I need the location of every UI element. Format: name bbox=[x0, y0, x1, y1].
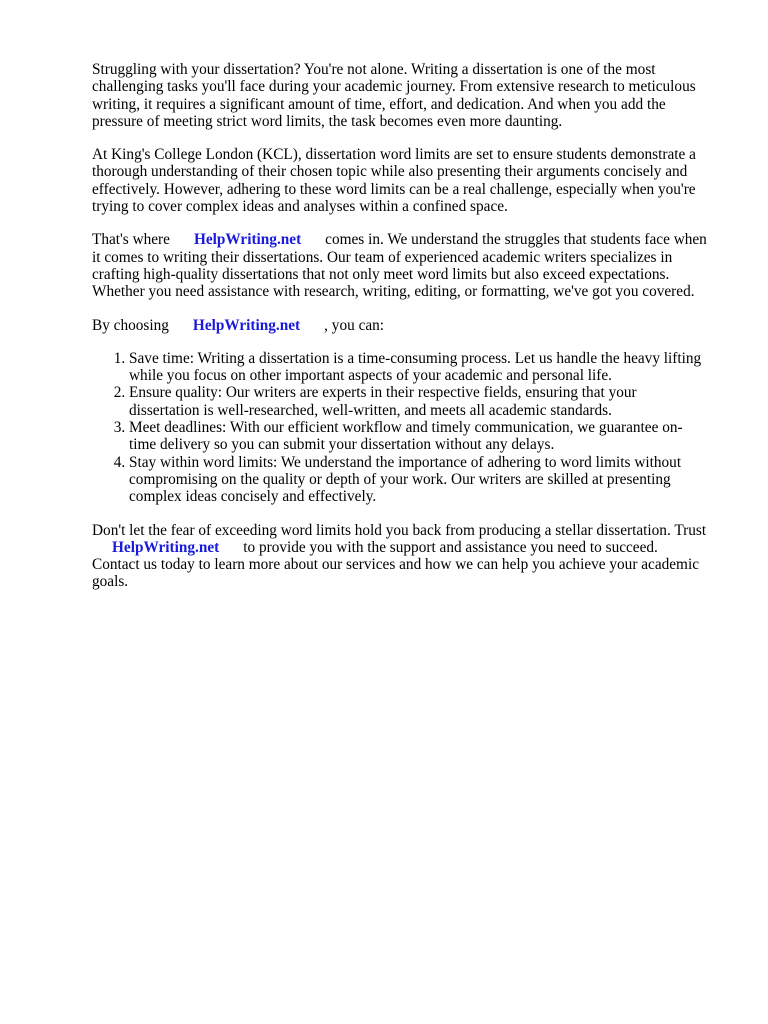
by-choosing-text: By choosing bbox=[92, 316, 169, 334]
benefits-list bbox=[92, 350, 708, 506]
paragraph-kcl: At King's College London (KCL), dissertation word limits are set to ensure students demonstrate a thorough understanding of their chosen topic while also presenting their arguments concisely and effectively. However, adhering to these word limits can be a real challenge, especially when you're trying to cover complex ideas and analyses within a confined space. bbox=[92, 146, 696, 216]
paragraph-thats-where bbox=[92, 231, 708, 300]
closing-rest: to provide you with the support and assistance you need to succeed. Contact us today to learn more about our services and how we can help you achieve your academic goals. bbox=[92, 538, 699, 591]
by-choosing-rest: , you can: bbox=[324, 316, 385, 334]
paragraph-by-choosing bbox=[92, 317, 708, 334]
paragraph-closing bbox=[92, 522, 708, 591]
list-item: 1. Save time: Writing a dissertation is a time-consuming process. Let us handle the heavy lifting while you focus on other important aspects of your academic and personal life. bbox=[129, 350, 708, 385]
list-item: 3. Meet deadlines: With our efficient workflow and timely communication, we guarantee on-time delivery so you can submit your dissertation without any delays. bbox=[129, 419, 708, 454]
helpwriting-link-3[interactable]: HelpWriting.net bbox=[112, 538, 220, 556]
paragraph-intro: Struggling with your dissertation? You're not alone. Writing a dissertation is one of the most challenging tasks you'll face during your academic journey. From extensive research to meticulous writing, it requires a significant amount of time, effort, and dedication. And when you add the pressure of meeting strict word limits, the task becomes even more daunting. bbox=[92, 61, 696, 130]
thats-where-text: That's where bbox=[92, 231, 170, 249]
list-item: 2. Ensure quality: Our writers are experts in their respective fields, ensuring that your dissertation is well-researched, well-written, and meets all academic standards. bbox=[129, 384, 708, 419]
helpwriting-link-1[interactable]: HelpWriting.net bbox=[193, 231, 302, 249]
helpwriting-link-2[interactable]: HelpWriting.net bbox=[192, 316, 301, 334]
closing-text: Don't let the fear of exceeding word limits hold you back from producing a stellar dissertation. Trust bbox=[92, 521, 707, 539]
thats-where-rest: comes in. We understand the struggles that students face when it comes to writing their dissertations. Our team of experienced academic writers specializes in crafting high-quality dissertations that not only meet word limits but also exceed expectations. Whether you need assistance with research, writing, editing, or formatting, we've got you covered. bbox=[92, 231, 707, 301]
list-item: 4. Stay within word limits: We understand the importance of adhering to word limits without compromising on the quality or depth of your work. Our writers are skilled at presenting complex ideas concisely and effectively. bbox=[129, 454, 708, 506]
